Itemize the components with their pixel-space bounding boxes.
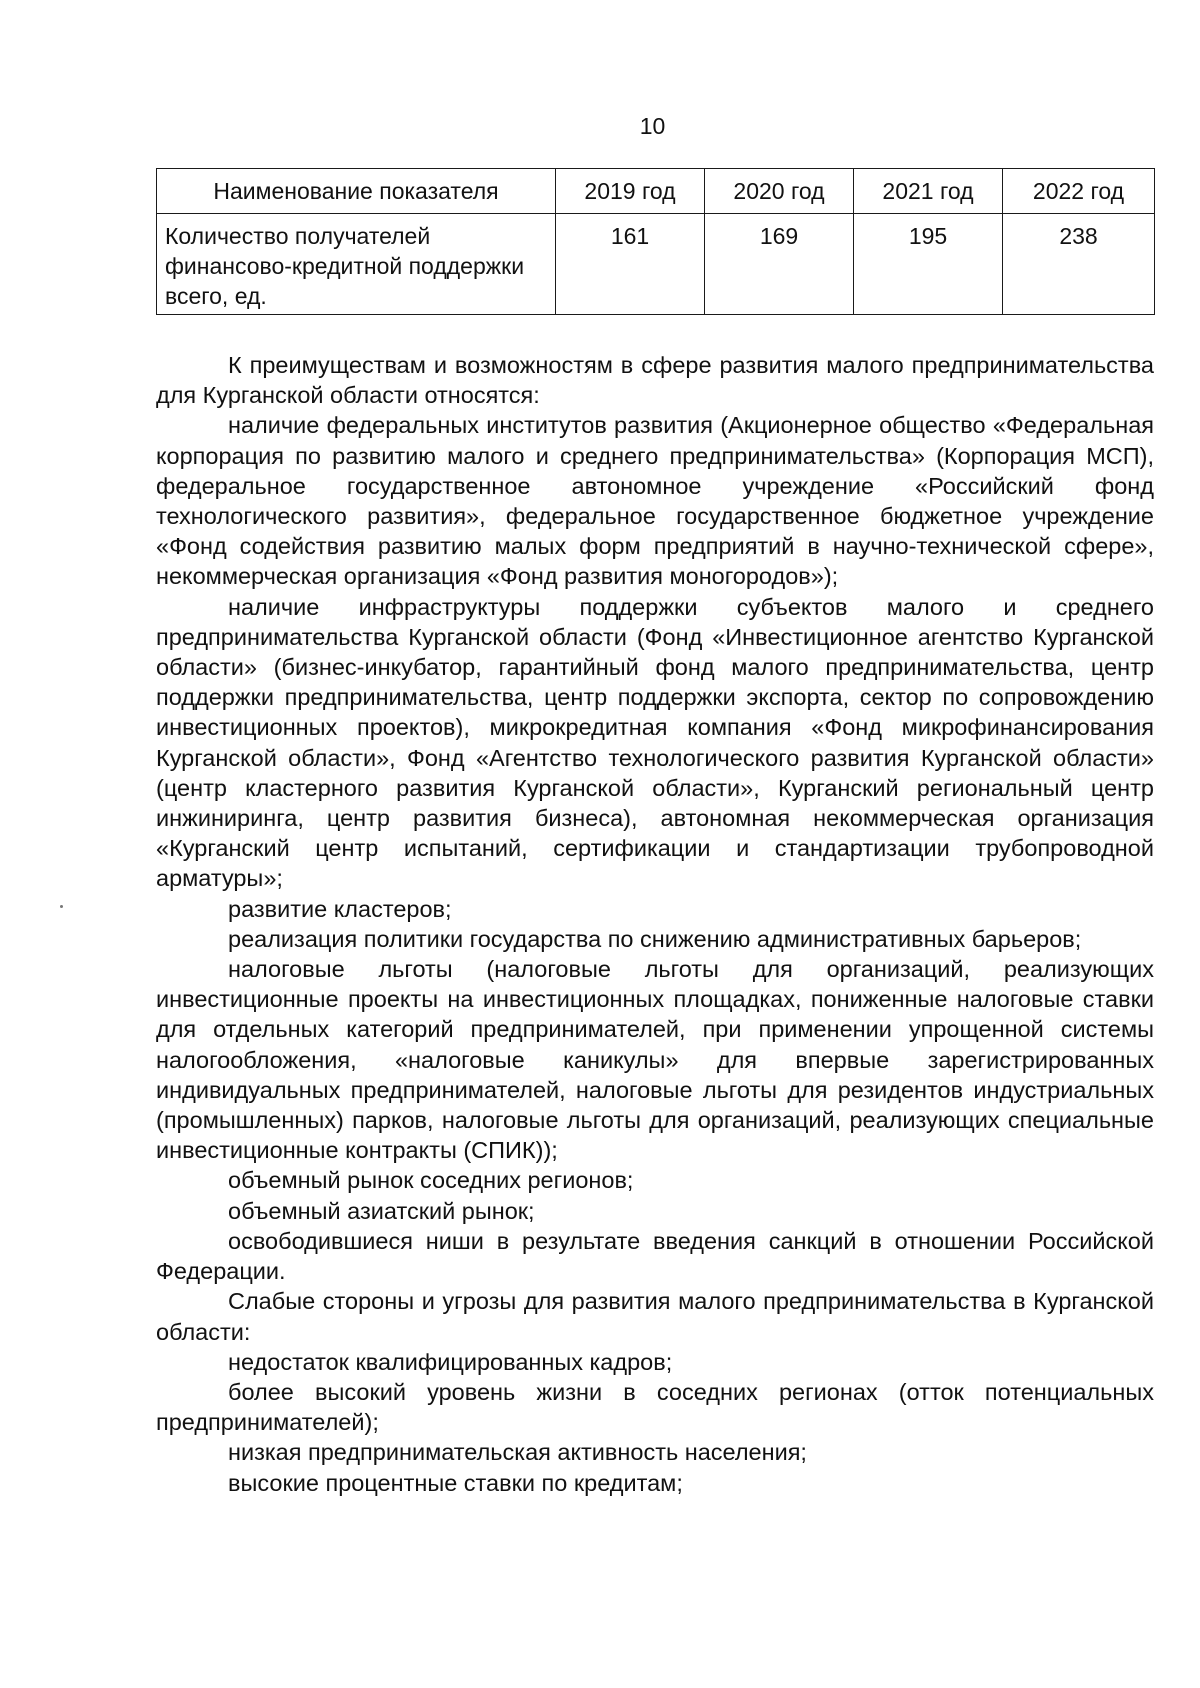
indicator-table [156,168,1155,315]
table-header-row [157,169,1155,214]
list-item: объемный рынок соседних регионов; [228,1167,634,1194]
list-item: реализация политики государства по снижению административных барьеров; [228,925,1082,952]
page-number: 10 [639,113,666,139]
list-item: низкая предпринимательская активность населения; [228,1439,807,1466]
indicator-name-cell: Количество получателей финансово-кредитной поддержки всего, ед. [157,214,556,315]
list-item: налоговые льготы (налоговые льготы для организаций, реализующих инвестиционные проекты на инвестиционных площадках, пониженные налоговые ставки для отдельных категорий предпринимателей, при применении упрощенной системы налогообложения, «налоговые каникулы» для впервые зарегистрированных индивидуальных предпринимателей, налоговые льготы для резидентов индустриальных (промышленных) парков, налоговые льготы для организаций, реализующих специальные инвестиционные контракты (СПИК)); [156,956,1154,1164]
paragraph-weaknesses-intro: Слабые стороны и угрозы для развития малого предпринимательства в Курганской области: [156,1288,1154,1345]
header-indicator-name: Наименование показателя [157,169,556,214]
value-2020-cell: 169 [705,214,854,315]
list-item: наличие инфраструктуры поддержки субъектов малого и среднего предпринимательства Курганской области (Фонд «Инвестиционное агентство Курганской области» (бизнес-инкубатор, гарантийный фонд малого предпринимательства, центр поддержки предпринимательства, центр поддержки экспорта, сектор по сопровождению инвестиционных проектов), микрокредитная компания «Фонд микрофинансирования Курганской области», Фонд «Агентство технологического развития Курганской области» (центр кластерного развития Курганской области», Курганский региональный центр инжиниринга, центр развития бизнеса), автономная некоммерческая организация «Курганский центр испытаний, сертификации и стандартизации трубопроводной арматуры»; [156,593,1154,892]
header-year-2020: 2020 год [705,169,854,214]
scan-margin-mark [60,905,63,908]
header-year-2021: 2021 год [854,169,1003,214]
body-text [156,350,1154,1498]
list-item: освободившиеся ниши в результате введения санкций в отношении Российской Федерации. [156,1227,1154,1285]
list-item: развитие кластеров; [228,895,452,922]
list-item: высокие процентные ставки по кредитам; [228,1469,683,1496]
header-year-2022: 2022 год [1003,169,1155,214]
list-item: недостаток квалифицированных кадров; [228,1348,673,1375]
value-2021-cell: 195 [854,214,1003,315]
list-item: более высокий уровень жизни в соседних регионах (отток потенциальных предпринимателей); [156,1378,1154,1436]
value-2019-cell: 161 [556,214,705,315]
table-row [157,214,1155,315]
value-2022-cell: 238 [1003,214,1155,315]
list-item: объемный азиатский рынок; [228,1197,535,1224]
list-item: наличие федеральных институтов развития (Акционерное общество «Федеральная корпорация по развитию малого и среднего предпринимательства» (Корпорация МСП), федеральное государственное автономное учреждение «Российский фонд технологического развития», федеральное государственное бюджетное учреждение «Фонд содействия развитию малых форм предприятий в научно-технической сфере», некоммерческая организация «Фонд развития моногородов»); [156,412,1154,590]
header-year-2019: 2019 год [556,169,705,214]
paragraph-advantages-intro: К преимуществам и возможностям в сфере развития малого предпринимательства для Курганской области относятся: [156,352,1154,409]
